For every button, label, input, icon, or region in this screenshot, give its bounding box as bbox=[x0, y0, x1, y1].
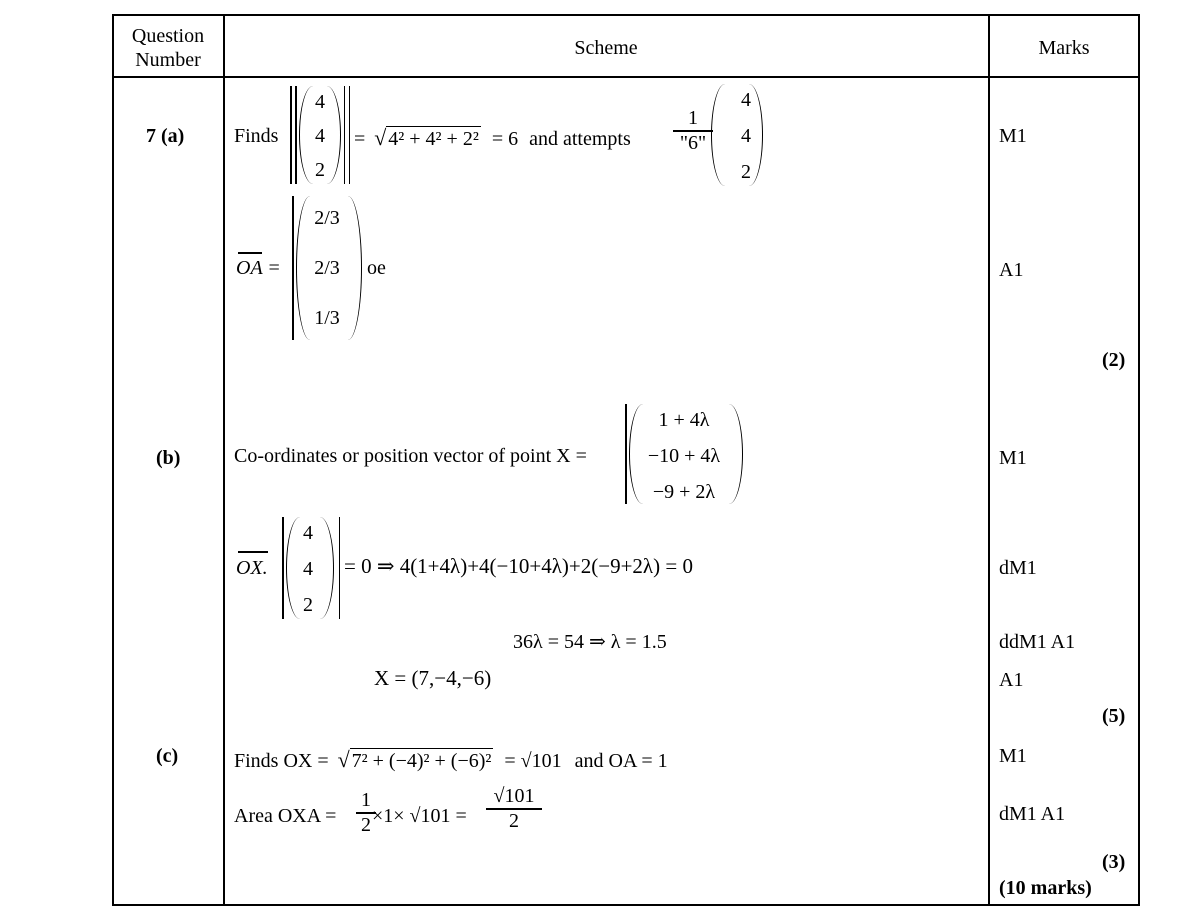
part-b-mark-2: dM1 bbox=[999, 557, 1037, 579]
grand-total: (10 marks) bbox=[999, 877, 1092, 899]
ox-arrow bbox=[238, 551, 268, 553]
part-a-equation: = √ 4² + 4² + 2² = 6 and attempts bbox=[354, 125, 631, 150]
column-divider-1 bbox=[223, 14, 225, 906]
table-border-left bbox=[112, 14, 114, 906]
column-divider-2 bbox=[988, 14, 990, 906]
table-border-right bbox=[1138, 14, 1140, 906]
part-c-mark-1: M1 bbox=[999, 745, 1027, 767]
part-b-mark-4: A1 bbox=[999, 669, 1024, 691]
part-a-mark-2: A1 bbox=[999, 259, 1024, 281]
table-border-bottom bbox=[112, 904, 1139, 906]
part-b-label: (b) bbox=[156, 447, 181, 469]
part-c-area-fraction: $\frac{1}{2}$ bbox=[356, 790, 376, 836]
part-a-fraction: $\frac{1}{"6"}$ bbox=[673, 108, 713, 154]
part-b-solve: 36λ = 54 ⇒ λ = 1.5 bbox=[513, 631, 667, 653]
part-c-area-label: Area OXA = bbox=[234, 805, 337, 827]
part-c-area-middle: ×1× √101 = bbox=[372, 805, 467, 827]
vector-oa: 2/3 2/3 1/3 bbox=[292, 196, 362, 340]
header-divider bbox=[112, 76, 1139, 78]
ox-label: OX. bbox=[236, 557, 268, 579]
part-c-total: (3) bbox=[1102, 851, 1126, 873]
header-marks: Marks bbox=[1038, 37, 1090, 59]
table-border-top bbox=[112, 14, 1139, 16]
oa-arrow bbox=[238, 252, 262, 254]
vector-ox-direction: 4 4 2 bbox=[282, 517, 334, 619]
part-a-label: 7 (a) bbox=[146, 125, 185, 147]
part-a-total: (2) bbox=[1102, 349, 1126, 371]
part-c-finds-ox: Finds OX = √ 7² + (−4)² + (−6)² = √101 and OA = 1 bbox=[234, 747, 668, 772]
part-c-mark-2: dM1 A1 bbox=[999, 803, 1066, 825]
part-b-dot-equation: = 0 ⇒ 4(1+4λ)+4(−10+4λ)+2(−9+2λ) = 0 bbox=[344, 554, 693, 578]
part-b-coordinates-text: Co-ordinates or position vector of point X = bbox=[234, 445, 587, 467]
header-question-number: Question Number bbox=[131, 25, 205, 71]
vector-x: 1 + 4λ −10 + 4λ −9 + 2λ bbox=[625, 404, 743, 504]
vector-a-unit: 4 4 2 bbox=[711, 84, 763, 186]
part-b-mark-3: ddM1 A1 bbox=[999, 631, 1076, 653]
part-a-oe: oe bbox=[367, 257, 386, 279]
part-c-label: (c) bbox=[156, 745, 179, 767]
part-b-total: (5) bbox=[1102, 705, 1126, 727]
part-a-mark-1: M1 bbox=[999, 125, 1027, 147]
part-b-x-result: X = (7,−4,−6) bbox=[374, 666, 492, 690]
vector-magnitude-a: 4 4 2 bbox=[290, 86, 350, 184]
part-a-finds: Finds bbox=[234, 125, 279, 147]
part-b-mark-1: M1 bbox=[999, 447, 1027, 469]
oa-label: OA = bbox=[236, 257, 281, 279]
header-scheme: Scheme bbox=[574, 37, 638, 59]
part-c-area-result: $\frac{√101}{2}$ bbox=[486, 786, 542, 832]
